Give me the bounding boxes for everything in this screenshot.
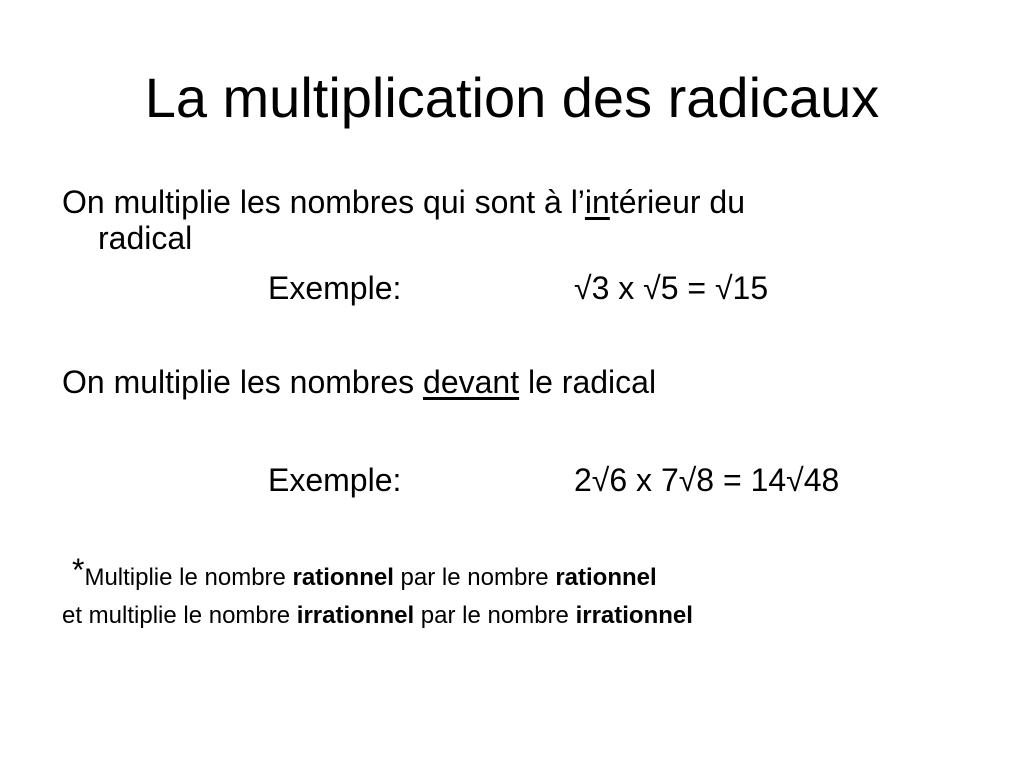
example-1-expression: √3 x √5 = √15 <box>574 270 769 306</box>
example-2-label: Exemple: <box>268 462 402 498</box>
note-line-2-part1: et multiplie le nombre <box>62 602 297 629</box>
note-line-1-bold2: rationnel <box>555 564 657 591</box>
point-interior-continuation: radical <box>98 220 193 256</box>
point-devant-text-after: le radical <box>519 364 657 400</box>
point-interior-text-before: On multiplie les nombres qui sont à l’ <box>62 184 585 220</box>
point-interior <box>62 182 745 222</box>
note-line-2-bold2: irrationnel <box>575 602 693 629</box>
note-line-1-part1: Multiplie le nombre <box>84 564 293 591</box>
example-2-expression: 2√6 x 7√8 = 14√48 <box>574 462 840 498</box>
point-devant-underlined: devant <box>423 364 520 400</box>
example-1-label: Exemple: <box>268 270 402 306</box>
point-interior-underlined: in <box>584 184 610 220</box>
note-line-2-bold1: irrationnel <box>296 602 415 629</box>
note-line-1-part2: par le nombre <box>393 564 556 591</box>
note-star: * <box>72 552 85 588</box>
point-devant <box>62 362 656 402</box>
point-interior-text-after: térieur du <box>609 184 745 220</box>
note-line-1-bold1: rationnel <box>292 564 394 591</box>
note-line-1 <box>72 552 657 594</box>
note-line-2 <box>62 600 693 632</box>
slide-title: La multiplication des radicaux <box>144 66 880 129</box>
point-devant-text-before: On multiplie les nombres <box>62 364 424 400</box>
note-line-2-part2: par le nombre <box>414 602 576 629</box>
